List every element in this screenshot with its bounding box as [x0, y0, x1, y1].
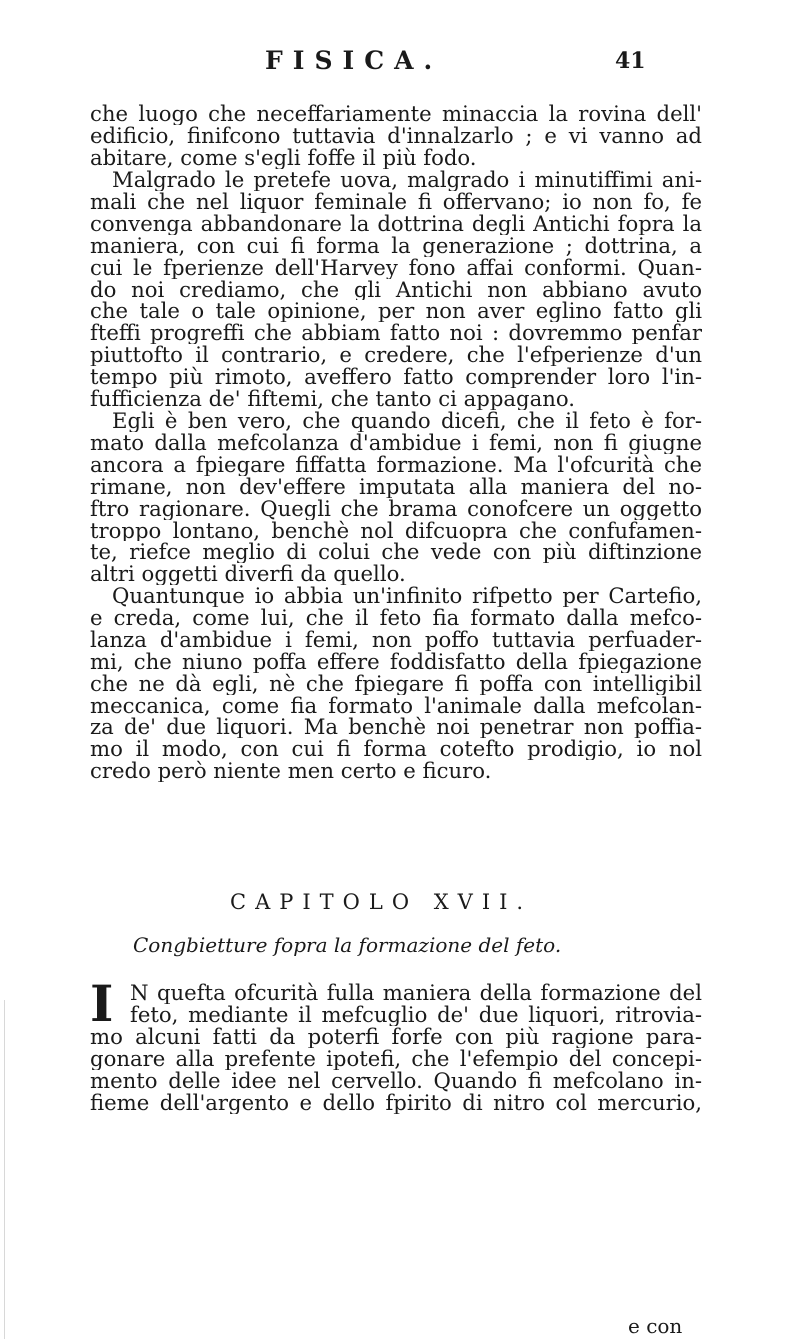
text-line: che ne dà egli, nè che fpiegare fi poffa con intelligibil — [90, 672, 702, 695]
page-header — [90, 46, 690, 86]
text-line: e creda, come lui, che il feto fia formato dalla mefco- — [90, 606, 702, 629]
text-line: za de' due liquori. Ma benchè noi penetrar non poffia- — [90, 716, 702, 739]
text-line: ancora a fpiegare fiffatta formazione. Ma l'ofcurità che — [90, 453, 702, 476]
text-line: do noi crediamo, che gli Antichi non abbiano avuto — [90, 278, 702, 301]
text-line: edificio, finifcono tuttavia d'innalzarlo ; e vi vanno ad — [90, 124, 702, 147]
drop-cap: I — [90, 974, 114, 1033]
text-line: Egli è ben vero, che quando dicefi, che il feto è for- — [112, 410, 702, 432]
text-line: convenga abbandonare la dottrina degli Antichi fopra la — [90, 212, 702, 235]
paragraph-2 — [90, 169, 702, 410]
text-line: feto, mediante il mefcuglio de' due liquori, ritrovia- — [130, 1003, 702, 1026]
text-line: Malgrado le pretefe uova, malgrado i minutiffimi ani- — [112, 169, 702, 191]
text-line: mali che nel liquor feminale fi offervano; io non fo, fe — [90, 190, 702, 213]
text-line: fteffi progreffi che abbiam fatto noi : dovremmo penfar — [90, 322, 702, 345]
text-line: fufficienza de' fiftemi, che tanto ci appagano. — [90, 388, 576, 410]
text-line: mi, che niuno poffa effere foddisfatto della fpiegazione — [90, 650, 702, 673]
text-line: abitare, come s'egli foffe il più fodo. — [90, 146, 477, 169]
text-line: mo il modo, con cui fi forma cotefto prodigio, io nol — [90, 738, 702, 761]
page-number: 41 — [615, 48, 646, 74]
text-line: te, riefce meglio di colui che vede con più diftinzione — [90, 541, 702, 564]
text-line: cui le fperienze dell'Harvey fono affai conformi. Quan- — [90, 256, 702, 279]
text-line: piuttofto il contrario, e credere, che l'efperienze d'un — [90, 344, 702, 367]
text-line: maniera, con cui fi forma la generazione ; dottrina, a — [90, 234, 702, 257]
paragraph-5 — [130, 982, 702, 1026]
text-line: mato dalla mefcolanza d'ambidue i femi, non fi giugne — [90, 431, 702, 454]
text-line: troppo lontano, benchè nol difcuopra che confufamen- — [90, 519, 702, 542]
paragraph-3 — [90, 410, 702, 585]
text-line: lanza d'ambidue i femi, non poffo tuttavia perfuader- — [90, 628, 702, 651]
text-line: fieme dell'argento e dello fpirito di nitro col mercurio, — [90, 1091, 702, 1114]
text-line: mo alcuni fatti da poterfi forfe con più ragione para- — [90, 1026, 702, 1048]
running-head: FISICA. — [265, 46, 443, 75]
text-line: credo però niente men certo e ficuro. — [90, 760, 492, 783]
catchword: e con — [628, 1314, 683, 1338]
text-line: N quefta ofcurità fulla maniera della formazione del — [130, 982, 702, 1004]
text-line: altri oggetti diverfi da quello. — [90, 563, 406, 586]
paragraph-4 — [90, 585, 702, 782]
chapter-heading: CAPITOLO XVII. — [230, 890, 533, 914]
text-line: Quantunque io abbia un'infinito rifpetto per Cartefio, — [112, 585, 702, 607]
text-line: mento delle idee nel cervello. Quando fi mefcolano in- — [90, 1069, 702, 1092]
binding-shadow — [4, 1000, 5, 1339]
paragraph-5-continued — [90, 1026, 702, 1114]
paragraph-1 — [90, 103, 702, 169]
text-line: ftro ragionare. Quegli che brama conofcere un oggetto — [90, 497, 702, 520]
text-line: rimane, non dev'effere imputata alla maniera del no- — [90, 475, 702, 498]
text-line: meccanica, come fia formato l'animale dalla mefcolan- — [90, 694, 702, 717]
text-line: che luogo che neceffariamente minaccia la rovina dell' — [90, 103, 702, 125]
text-line: tempo più rimoto, aveffero fatto comprender loro l'in- — [90, 366, 702, 389]
text-line: gonare alla prefente ipotefi, che l'efempio del concepi- — [90, 1047, 702, 1070]
text-line: che tale o tale opinione, per non aver eglino fatto gli — [90, 300, 702, 323]
chapter-subtitle: Congbietture fopra la formazione del feto. — [133, 933, 562, 957]
